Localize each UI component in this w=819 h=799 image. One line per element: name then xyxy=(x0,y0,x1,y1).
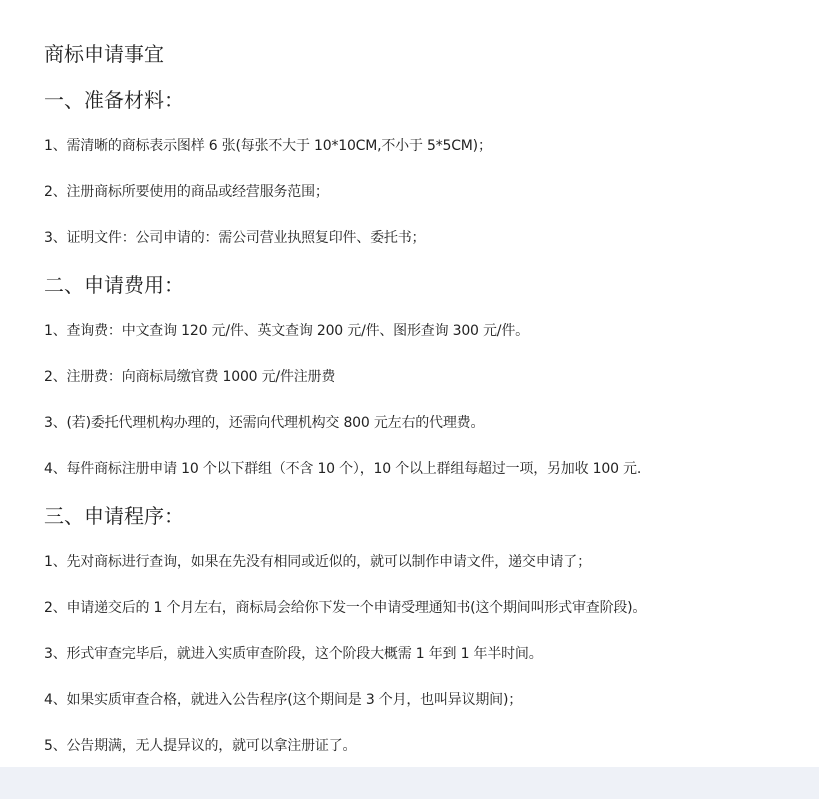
materials-item-2: 2、注册商标所要使用的商品或经营服务范围； xyxy=(44,184,329,200)
fees-item-3: 3、(若)委托代理机构办理的，还需向代理机构交 800 元左右的代理费。 xyxy=(44,415,485,431)
fees-item-1: 1、查询费：中文查询 120 元/件、英文查询 200 元/件、图形查询 300 元/件。 xyxy=(44,323,529,339)
section-heading-procedure: 三、申请程序： xyxy=(44,504,184,528)
section-heading-fees: 二、申请费用： xyxy=(44,273,184,297)
footer-band xyxy=(0,767,819,799)
fees-item-4: 4、每件商标注册申请 10 个以下群组（不含 10 个），10 个以上群组每超过一项，另加收 100 元. xyxy=(44,461,642,477)
fees-item-2: 2、注册费：向商标局缴官费 1000 元/件注册费 xyxy=(44,369,336,385)
procedure-item-1: 1、先对商标进行查询，如果在先没有相同或近似的，就可以制作申请文件，递交申请了； xyxy=(44,554,591,570)
materials-item-3: 3、证明文件：公司申请的：需公司营业执照复印件、委托书； xyxy=(44,230,426,246)
procedure-item-2: 2、申请递交后的 1 个月左右，商标局会给你下发一个申请受理通知书(这个期间叫形式审查阶段)。 xyxy=(44,600,647,616)
procedure-item-5: 5、公告期满，无人提异议的，就可以拿注册证了。 xyxy=(44,738,357,754)
page-title: 商标申请事宜 xyxy=(44,42,164,66)
procedure-item-4: 4、如果实质审查合格，就进入公告程序(这个期间是 3 个月，也叫异议期间)； xyxy=(44,692,523,708)
procedure-item-3: 3、形式审查完毕后，就进入实质审查阶段，这个阶段大概需 1 年到 1 年半时间。 xyxy=(44,646,543,662)
materials-item-1: 1、需清晰的商标表示图样 6 张(每张不大于 10*10CM,不小于 5*5CM)； xyxy=(44,138,492,154)
section-heading-materials: 一、准备材料： xyxy=(44,88,184,112)
